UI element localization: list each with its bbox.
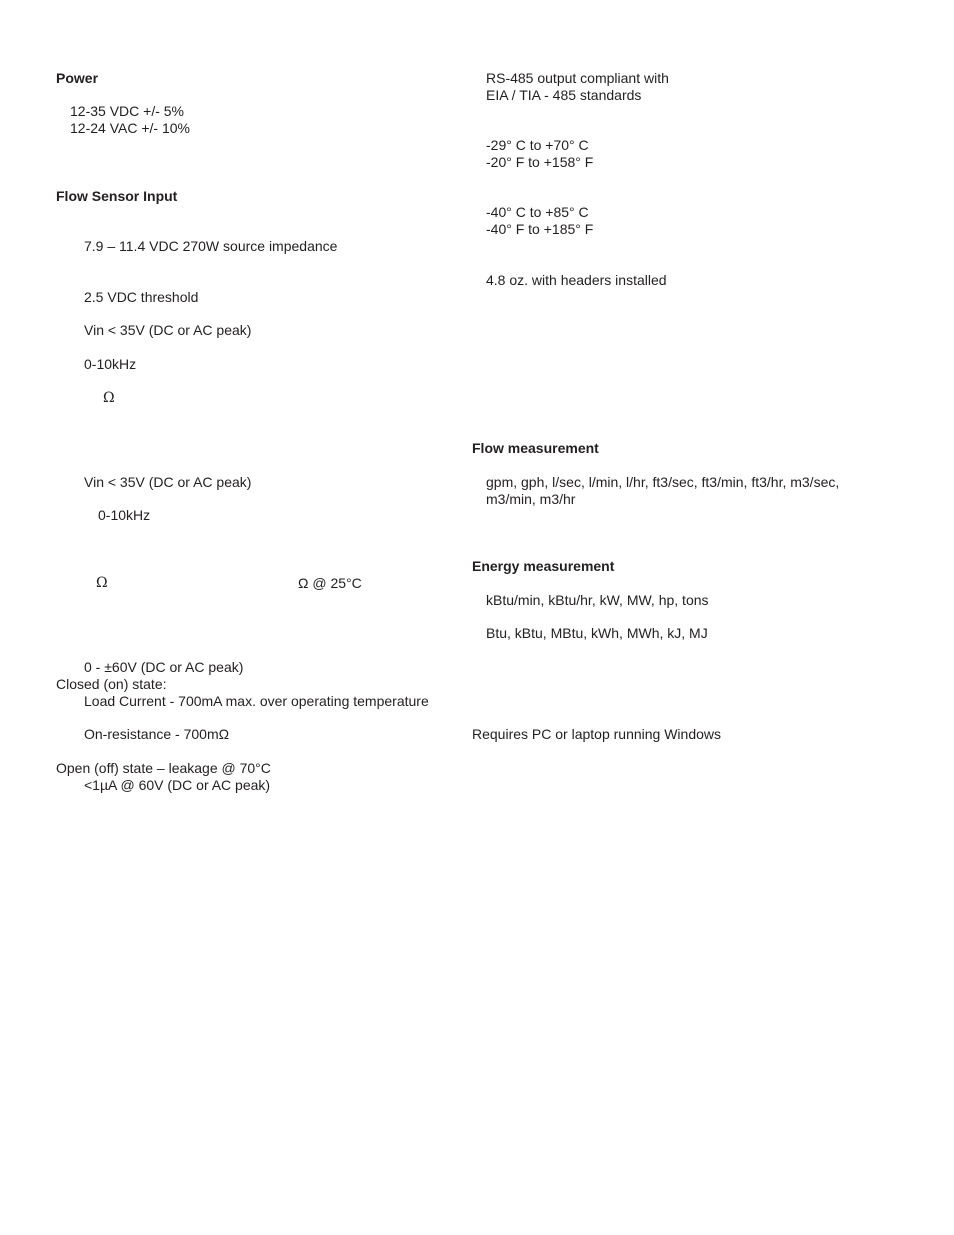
operating-temp-celsius: -29° C to +70° C	[486, 137, 589, 153]
ohm-at-temperature: Ω @ 25°C	[298, 575, 362, 591]
flow-sensor-frequency-spec: 0-10kHz	[84, 356, 137, 372]
flow-sensor-vin-spec: Vin < 35V (DC or AC peak)	[84, 322, 252, 338]
rs485-line-2: EIA / TIA - 485 standards	[486, 87, 642, 103]
flow-sensor-source-spec: 7.9 – 11.4 VDC 270W source impedance	[84, 238, 338, 254]
power-heading: Power	[56, 70, 99, 86]
ohm-symbol: Ω	[103, 390, 115, 406]
software-requirement: Requires PC or laptop running Windows	[472, 726, 722, 742]
energy-rate-units: kBtu/min, kBtu/hr, kW, MW, hp, tons	[486, 592, 709, 608]
second-input-vin-spec: Vin < 35V (DC or AC peak)	[84, 474, 252, 490]
load-current-spec: Load Current - 700mA max. over operating temperature	[84, 693, 429, 709]
storage-temp-fahrenheit: -40° F to +185° F	[486, 221, 594, 237]
leakage-spec: <1µA @ 60V (DC or AC peak)	[84, 777, 271, 793]
flow-units-line-2: m3/min, m3/hr	[486, 491, 576, 507]
power-dc-spec: 12-35 VDC +/- 5%	[70, 103, 184, 119]
open-state-label: Open (off) state – leakage @ 70°C	[56, 760, 271, 776]
ohm-symbol: Ω	[96, 575, 108, 591]
energy-measurement-heading: Energy measurement	[472, 558, 615, 574]
energy-total-units: Btu, kBtu, MBtu, kWh, MWh, kJ, MJ	[486, 625, 708, 641]
flow-sensor-threshold-spec: 2.5 VDC threshold	[84, 289, 199, 305]
output-voltage-spec: 0 - ±60V (DC or AC peak)	[84, 659, 244, 675]
storage-temp-celsius: -40° C to +85° C	[486, 204, 589, 220]
closed-state-label: Closed (on) state:	[56, 676, 167, 692]
second-input-frequency-spec: 0-10kHz	[98, 507, 151, 523]
power-ac-spec: 12-24 VAC +/- 10%	[70, 120, 190, 136]
on-resistance-spec: On-resistance - 700mΩ	[84, 726, 230, 742]
flow-measurement-heading: Flow measurement	[472, 440, 599, 456]
weight-spec: 4.8 oz. with headers installed	[486, 272, 667, 288]
rs485-line-1: RS-485 output compliant with	[486, 70, 669, 86]
operating-temp-fahrenheit: -20° F to +158° F	[486, 154, 594, 170]
flow-sensor-input-heading: Flow Sensor Input	[56, 188, 178, 204]
flow-units-line-1: gpm, gph, l/sec, l/min, l/hr, ft3/sec, ft3/min, ft3/hr, m3/sec,	[486, 474, 840, 490]
